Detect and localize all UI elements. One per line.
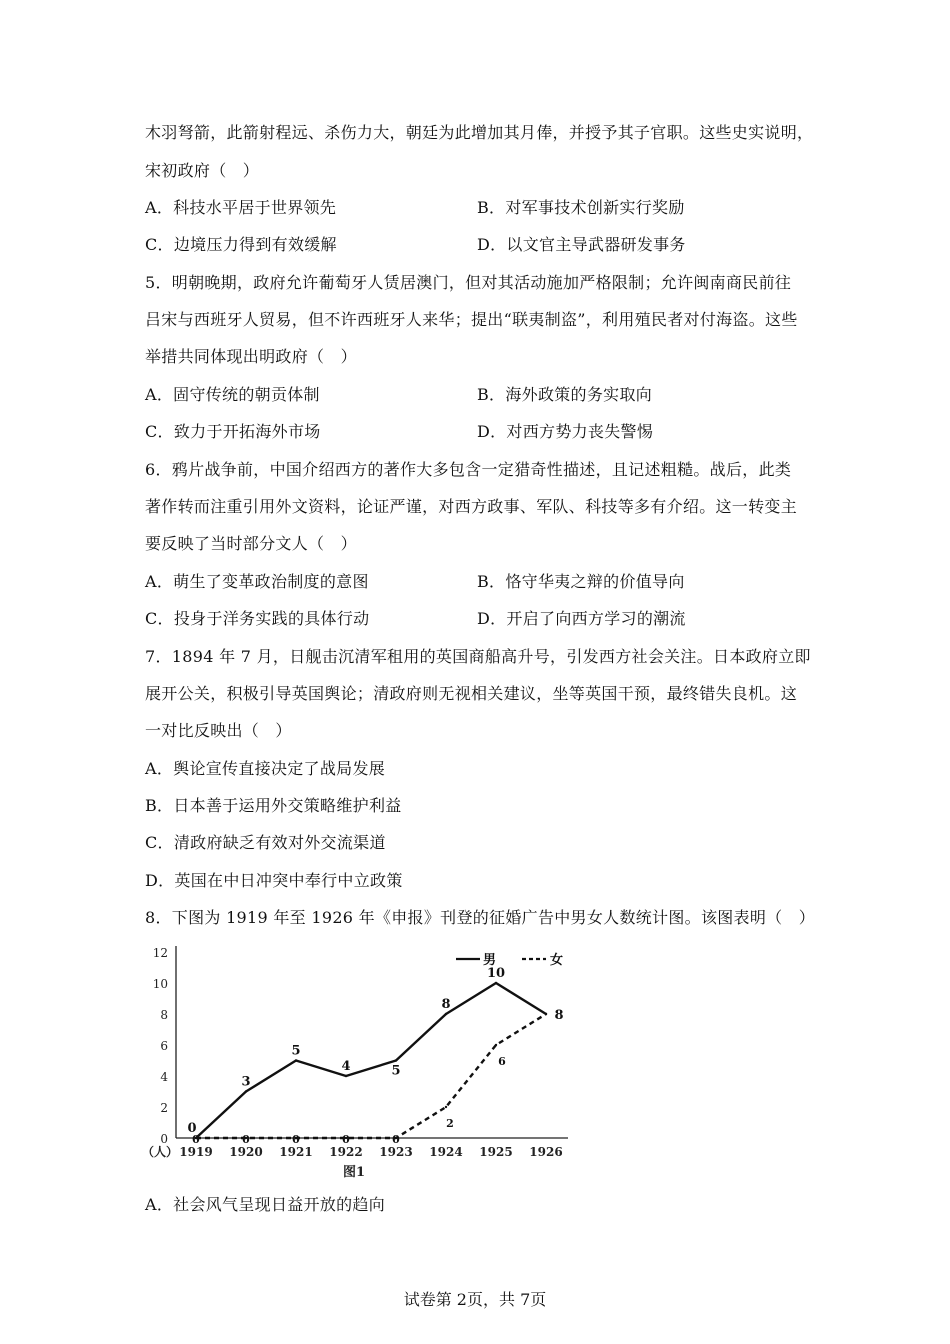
y-tick-label: 0 — [160, 1132, 168, 1146]
q7-stem-line-3: 一对比反映出（ ） — [145, 721, 292, 740]
q6-option-a[interactable]: A．萌生了变革政治制度的意图 — [145, 572, 369, 591]
legend-male-label: 男 — [483, 953, 497, 968]
q8-option-a[interactable]: A．社会风气呈现日益开放的趋向 — [145, 1195, 386, 1214]
q5-stem-line-3: 举措共同体现出明政府（ ） — [145, 347, 357, 366]
chart-series — [195, 982, 547, 1139]
data-point — [295, 1059, 297, 1061]
chart-point-labels — [187, 966, 563, 1146]
x-tick-label: 1925 — [479, 1145, 513, 1159]
data-point — [245, 1090, 247, 1092]
data-point — [445, 1013, 447, 1015]
legend-female-label: 女 — [550, 953, 564, 968]
q6-option-b[interactable]: B．恪守华夷之辩的价值导向 — [477, 572, 685, 591]
male-value-label: 8 — [441, 997, 451, 1012]
male-value-label: 5 — [291, 1043, 301, 1059]
q4-stem-line-2: 宋初政府（ ） — [145, 161, 260, 180]
q5-option-d[interactable]: D．对西方势力丧失警惕 — [477, 422, 654, 441]
male-value-label: 10 — [486, 966, 506, 981]
q7-option-b[interactable]: B．日本善于运用外交策略维护利益 — [145, 796, 402, 815]
q5-option-b[interactable]: B．海外政策的务实取向 — [477, 385, 653, 404]
q7-stem-line-1: 7．1894 年 7 月，日舰击沉清军租用的英国商船高升号，引发西方社会关注。日本政府立即 — [145, 647, 811, 666]
data-point — [445, 1106, 447, 1108]
female-value-label: 6 — [498, 1055, 506, 1068]
female-value-label: 0 — [342, 1133, 350, 1146]
q7-stem-line-2: 展开公关，积极引导英国舆论；清政府则无视相关建议，坐等英国干预，最终错失良机。这 — [145, 684, 798, 703]
x-tick-label: 1924 — [429, 1145, 463, 1159]
q6-stem-line-1: 6．鸦片战争前，中国介绍西方的著作大多包含一定猎奇性描述，且记述粗糙。战后，此类 — [145, 460, 792, 479]
q4-stem-line-1: 木羽弩箭，此箭射程远、杀伤力大，朝廷为此增加其月俸，并授予其子官职。这些史实说明， — [145, 123, 814, 142]
y-tick-label: 2 — [160, 1101, 168, 1115]
female-value-label: 0 — [392, 1133, 400, 1146]
q7-option-c[interactable]: C．清政府缺乏有效对外交流渠道 — [145, 833, 386, 852]
x-tick-label: 1926 — [529, 1145, 563, 1159]
marriage-ads-line-chart — [140, 938, 580, 1183]
y-unit-label: （人） — [141, 1145, 179, 1159]
male-value-label: 4 — [341, 1059, 351, 1074]
male-value-label: 0 — [187, 1121, 197, 1136]
data-point — [345, 1075, 347, 1077]
female-value-label: 0 — [292, 1133, 300, 1146]
q5-option-c[interactable]: C．致力于开拓海外市场 — [145, 422, 321, 441]
data-point — [545, 1013, 547, 1015]
data-point — [395, 1059, 397, 1061]
x-tick-label: 1922 — [329, 1145, 363, 1159]
series-line-male — [196, 983, 546, 1138]
q4-option-c[interactable]: C．边境压力得到有效缓解 — [145, 235, 337, 254]
q7-option-d[interactable]: D．英国在中日冲突中奉行中立政策 — [145, 871, 403, 890]
male-value-label: 3 — [241, 1074, 251, 1090]
q8-stem: 8．下图为 1919 年至 1926 年《申报》刊登的征婚广告中男女人数统计图。该图表明（ ） — [145, 908, 816, 927]
y-tick-label: 6 — [160, 1039, 168, 1053]
q4-option-b[interactable]: B．对军事技术创新实行奖励 — [477, 198, 685, 217]
q5-option-a[interactable]: A．固守传统的朝贡体制 — [145, 385, 320, 404]
y-tick-label: 10 — [152, 977, 168, 991]
chart-title: 图1 — [342, 1165, 366, 1180]
data-point — [495, 982, 497, 984]
q5-stem-line-1: 5．明朝晚期，政府允许葡萄牙人赁居澳门，但对其活动施加严格限制；允许闽南商民前往 — [145, 273, 792, 292]
chart-legend — [456, 952, 563, 968]
x-tick-label: 1921 — [279, 1145, 313, 1159]
data-point — [495, 1044, 497, 1046]
page-footer: 试卷第 2页，共 7页 — [403, 1290, 547, 1309]
y-tick-label: 4 — [160, 1070, 168, 1084]
q6-stem-line-2: 著作转而注重引用外文资料，论证严谨，对西方政事、军队、科技等多有介绍。这一转变主 — [145, 497, 798, 516]
q6-stem-line-3: 要反映了当时部分文人（ ） — [145, 534, 357, 553]
q4-option-a[interactable]: A．科技水平居于世界领先 — [145, 198, 337, 217]
female-value-label: 0 — [242, 1133, 250, 1146]
male-value-label: 5 — [391, 1063, 401, 1079]
q5-stem-line-2: 吕宋与西班牙人贸易，但不许西班牙人来华；提出“联夷制盗”，利用殖民者对付海盗。这些 — [145, 310, 798, 329]
y-tick-label: 12 — [152, 946, 168, 960]
q7-option-a[interactable]: A．舆论宣传直接决定了战局发展 — [145, 759, 386, 778]
male-value-label: 8 — [554, 1008, 564, 1023]
q4-option-d[interactable]: D．以文官主导武器研发事务 — [477, 235, 686, 254]
x-tick-label: 1923 — [379, 1145, 413, 1159]
x-tick-label: 1920 — [229, 1145, 263, 1159]
x-tick-label: 1919 — [179, 1145, 213, 1159]
female-value-label: 2 — [446, 1117, 454, 1130]
y-tick-label: 8 — [160, 1008, 168, 1022]
q6-option-c[interactable]: C．投身于洋务实践的具体行动 — [145, 609, 370, 628]
female-value-label: 0 — [192, 1133, 200, 1146]
q6-option-d[interactable]: D．开启了向西方学习的潮流 — [477, 609, 686, 628]
